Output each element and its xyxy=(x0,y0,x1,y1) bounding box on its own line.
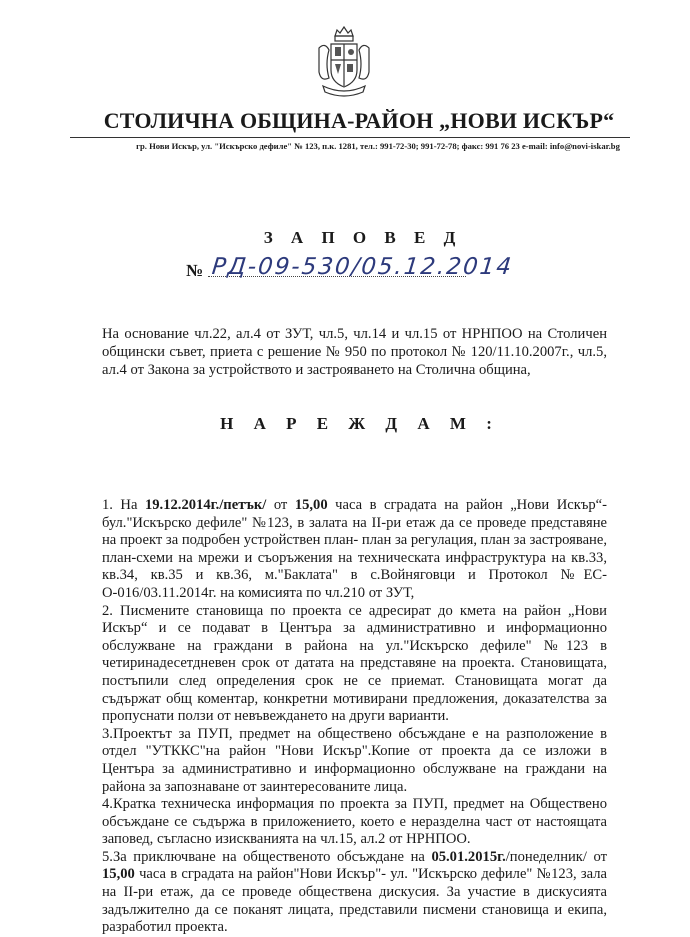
hearing-time: 15,00 xyxy=(294,497,328,513)
number-sign: № xyxy=(186,261,204,280)
list-item: 2. Писмените становища по проекта се адресират до кмета на район „Нови Искър“ и се подават в Центъра за административно и информационно обслужване на граждани в района на ул."Искърско дефиле" №123 в четиринадесетдневен срок от датата на представяне на проекта. Становищата, постъпили след определения срок не се приемат. Становищата могат да съдържат общ коментар, конкретни мотивирани предложения, доказателства за пропуснати ползи от невъвеждането на други варианти. xyxy=(102,602,607,725)
hearing-date: 19.12.2014г./петък/ xyxy=(144,497,267,513)
document-title: З А П О В Е Д xyxy=(263,228,463,247)
handwritten-order-number: РД-09-530/05.12.2014 xyxy=(210,254,515,280)
closing-time: 15,00 xyxy=(102,866,135,883)
coat-of-arms-icon xyxy=(313,22,375,104)
organization-name: СТОЛИЧНА ОБЩИНА-РАЙОН „НОВИ ИСКЪР“ xyxy=(103,108,615,133)
list-item: 1. На 19.12.2014г./петък/ от 15,00 часа в сградата на район „Нови Искър“- бул."Искърско дефиле" №123, в залата на II-ри етаж да се проведе представяне на проект за подробен устройствен план- план за регулация, план за застрояване, план-схеми на мрежи и съоръжения на техническата инфраструктура на кв.33, кв.34, кв.35 и кв.36, м."Баклата" в с.Войняговци и Протокол №ЕС-О-016/03.11.2014г. на комисията по чл.210 от ЗУТ, xyxy=(102,497,607,601)
decree-heading: Н А Р Е Ж Д А М : xyxy=(220,414,500,433)
legal-basis-paragraph: На основание чл.22, ал.4 от ЗУТ, чл.5, чл.14 и чл.15 от НРНПОО на Столичен общински съвет, приета с решение № 950 по протокол № 120/11.10.2007г., чл.5, ал.4 от Закона за устройството и застрояването на Столична община, xyxy=(102,326,607,379)
closing-date: 05.01.2015г. xyxy=(431,848,506,865)
list-item: 3.Проектът за ПУП, предмет на обществено обсъждане е на разположение в отдел "УТККС"на район "Нови Искър".Копие от проекта да се изложи в Центъра за административно и информационно обслужване на граждани на района за запознаване от заинтересованите лица. xyxy=(102,725,607,795)
order-number-line xyxy=(186,254,515,282)
list-item: 4.Кратка техническа информация по проекта за ПУП, предмет на Обществено обсъждане се съдържа в приложението, което е неразделна част от настоящата заповед, съгласно изискванията на чл.15, ал.2 от НРНПОО. xyxy=(102,796,607,848)
list-item: 5.За приключване на общественото обсъждане на 05.01.2015г./понеделник/ от 15,00 часа в сградата на район"Нови Искър"- ул. "Искърско дефиле" №123, зала на II-ри етаж, да се проведе обществена дискусия. За участие в дискусията задължително да се поканят лицата, представили писмени становища и екипа, разработил проекта. xyxy=(102,848,607,936)
order-items xyxy=(102,497,607,937)
header-divider xyxy=(70,137,630,138)
organization-address: гр. Нови Искър, ул. "Искърско дефиле" № 123, п.к. 1281, тел.: 991-72-30; 991-72-78; факс: 991 76 23 e-mail: info@novi-iskar.bg xyxy=(136,141,620,151)
